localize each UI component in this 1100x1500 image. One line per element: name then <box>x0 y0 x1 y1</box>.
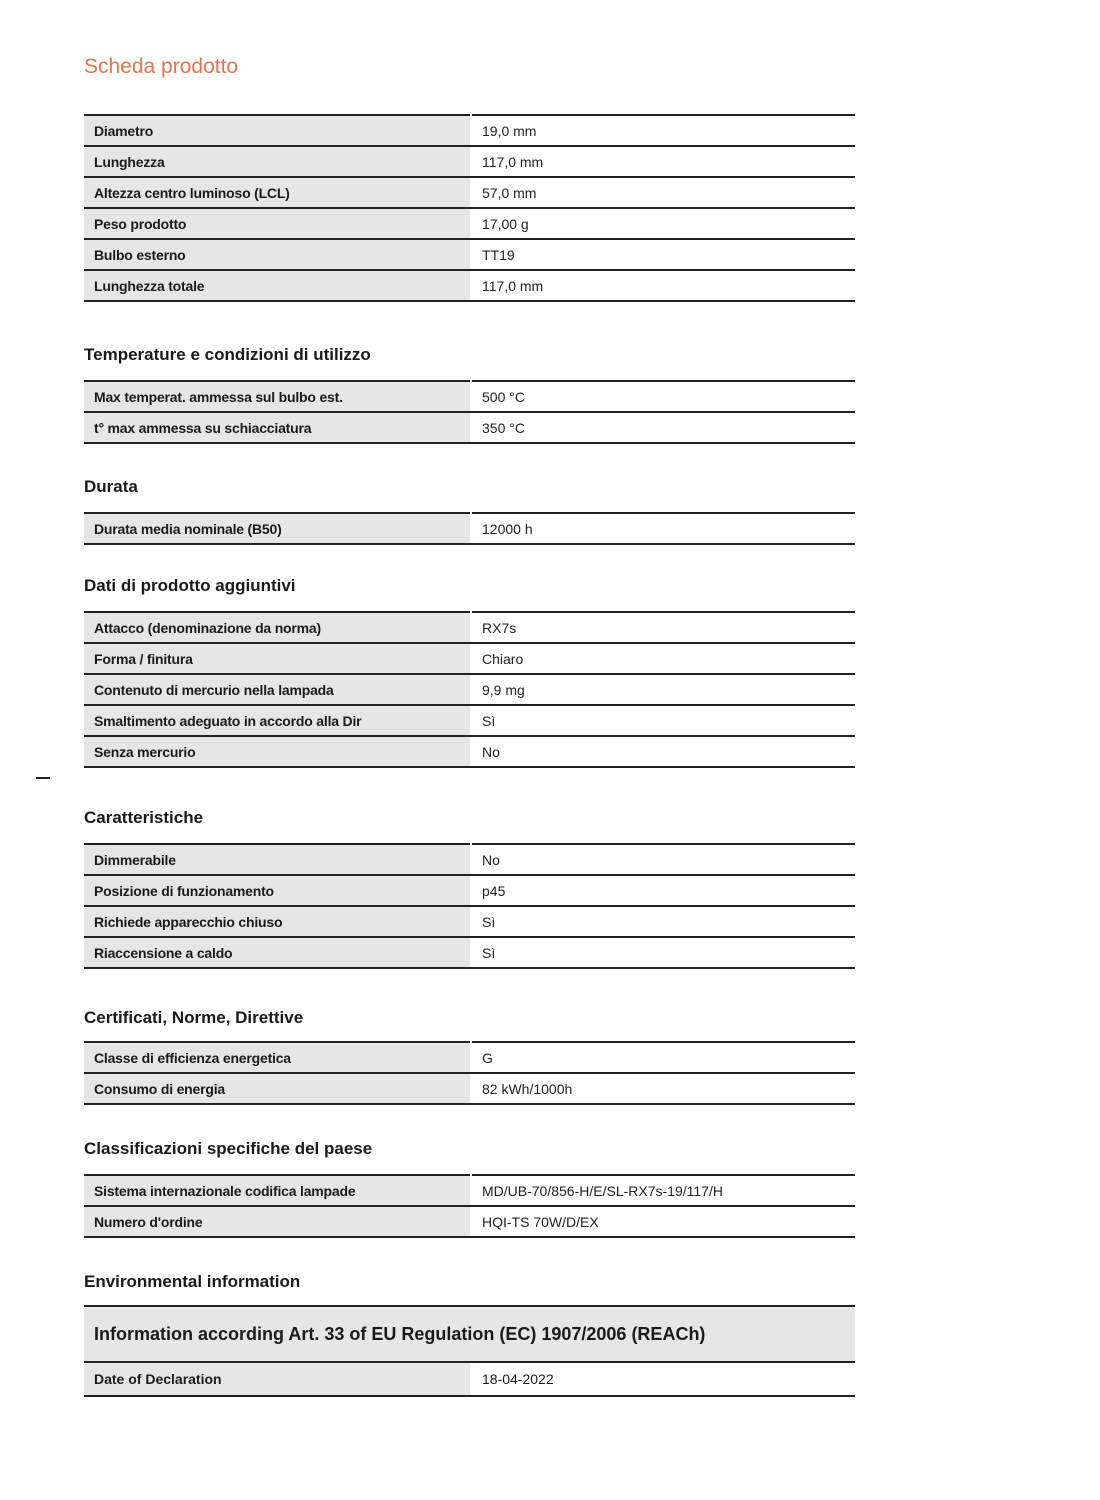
table-row <box>84 612 855 643</box>
reach-header: Information according Art. 33 of EU Regulation (EC) 1907/2006 (REACh) <box>84 1305 855 1363</box>
certificati-table <box>84 1041 855 1105</box>
row-value: RX7s <box>471 612 855 643</box>
row-value: G <box>471 1042 855 1073</box>
row-value: HQI-TS 70W/D/EX <box>471 1206 855 1237</box>
row-value: 18-04-2022 <box>471 1363 855 1396</box>
row-value: Sì <box>471 705 855 736</box>
row-label: Peso prodotto <box>84 208 471 239</box>
row-label: Max temperat. ammessa sul bulbo est. <box>84 381 471 412</box>
row-label: Classe di efficienza energetica <box>84 1042 471 1073</box>
table-row <box>84 115 855 146</box>
table-row <box>84 1073 855 1104</box>
reach-table <box>84 1363 855 1397</box>
row-value: 117,0 mm <box>471 270 855 301</box>
row-value: Sì <box>471 937 855 968</box>
table-row <box>84 412 855 443</box>
margin-dash <box>36 777 50 779</box>
row-label: Bulbo esterno <box>84 239 471 270</box>
row-label: Contenuto di mercurio nella lampada <box>84 674 471 705</box>
row-label: Durata media nominale (B50) <box>84 513 471 544</box>
table-row <box>84 239 855 270</box>
row-label: Posizione di funzionamento <box>84 875 471 906</box>
row-label: Lunghezza totale <box>84 270 471 301</box>
table-row <box>84 844 855 875</box>
row-label: Smaltimento adeguato in accordo alla Dir <box>84 705 471 736</box>
row-value: 17,00 g <box>471 208 855 239</box>
section-heading-caratteristiche: Caratteristiche <box>84 808 204 827</box>
product-specs-table <box>84 114 855 302</box>
table-row <box>84 875 855 906</box>
durata-table <box>84 512 855 545</box>
row-value: Sì <box>471 906 855 937</box>
classificazioni-table <box>84 1174 855 1238</box>
row-value: 12000 h <box>471 513 855 544</box>
table-row <box>84 1042 855 1073</box>
row-value: 82 kWh/1000h <box>471 1073 855 1104</box>
row-value: 117,0 mm <box>471 146 855 177</box>
row-value: 19,0 mm <box>471 115 855 146</box>
table-row <box>84 736 855 767</box>
section-heading-durata: Durata <box>84 477 138 496</box>
table-row <box>84 270 855 301</box>
row-value: MD/UB-70/856-H/E/SL-RX7s-19/117/H <box>471 1175 855 1206</box>
caratteristiche-table <box>84 843 855 969</box>
row-label: Diametro <box>84 115 471 146</box>
row-label: Sistema internazionale codifica lampade <box>84 1175 471 1206</box>
table-row <box>84 906 855 937</box>
row-value: No <box>471 844 855 875</box>
row-label: Altezza centro luminoso (LCL) <box>84 177 471 208</box>
table-row <box>84 381 855 412</box>
row-label: Lunghezza <box>84 146 471 177</box>
row-value: 350 °C <box>471 412 855 443</box>
table-row <box>84 513 855 544</box>
row-label: Forma / finitura <box>84 643 471 674</box>
row-value: Chiaro <box>471 643 855 674</box>
row-value: TT19 <box>471 239 855 270</box>
dati-aggiuntivi-table <box>84 611 855 768</box>
temperature-table <box>84 380 855 444</box>
row-label: Richiede apparecchio chiuso <box>84 906 471 937</box>
row-label: Date of Declaration <box>84 1363 471 1396</box>
table-row <box>84 1363 855 1396</box>
row-value: 9,9 mg <box>471 674 855 705</box>
table-row <box>84 674 855 705</box>
section-heading-certificati: Certificati, Norme, Direttive <box>84 1008 304 1027</box>
row-label: Numero d'ordine <box>84 1206 471 1237</box>
row-value: 500 °C <box>471 381 855 412</box>
section-heading-classificazioni: Classificazioni specifiche del paese <box>84 1139 373 1158</box>
row-label: Consumo di energia <box>84 1073 471 1104</box>
table-row <box>84 177 855 208</box>
table-row <box>84 1175 855 1206</box>
row-label: Attacco (denominazione da norma) <box>84 612 471 643</box>
row-value: p45 <box>471 875 855 906</box>
row-label: Dimmerabile <box>84 844 471 875</box>
row-label: t° max ammessa su schiacciatura <box>84 412 471 443</box>
page-title: Scheda prodotto <box>84 55 239 78</box>
table-row <box>84 937 855 968</box>
table-row <box>84 146 855 177</box>
row-value: No <box>471 736 855 767</box>
table-row <box>84 208 855 239</box>
row-value: 57,0 mm <box>471 177 855 208</box>
section-heading-temperature: Temperature e condizioni di utilizzo <box>84 345 371 364</box>
section-heading-environmental: Environmental information <box>84 1272 301 1291</box>
table-row <box>84 705 855 736</box>
table-row <box>84 643 855 674</box>
row-label: Senza mercurio <box>84 736 471 767</box>
section-heading-dati-aggiuntivi: Dati di prodotto aggiuntivi <box>84 576 296 595</box>
row-label: Riaccensione a caldo <box>84 937 471 968</box>
table-row <box>84 1206 855 1237</box>
